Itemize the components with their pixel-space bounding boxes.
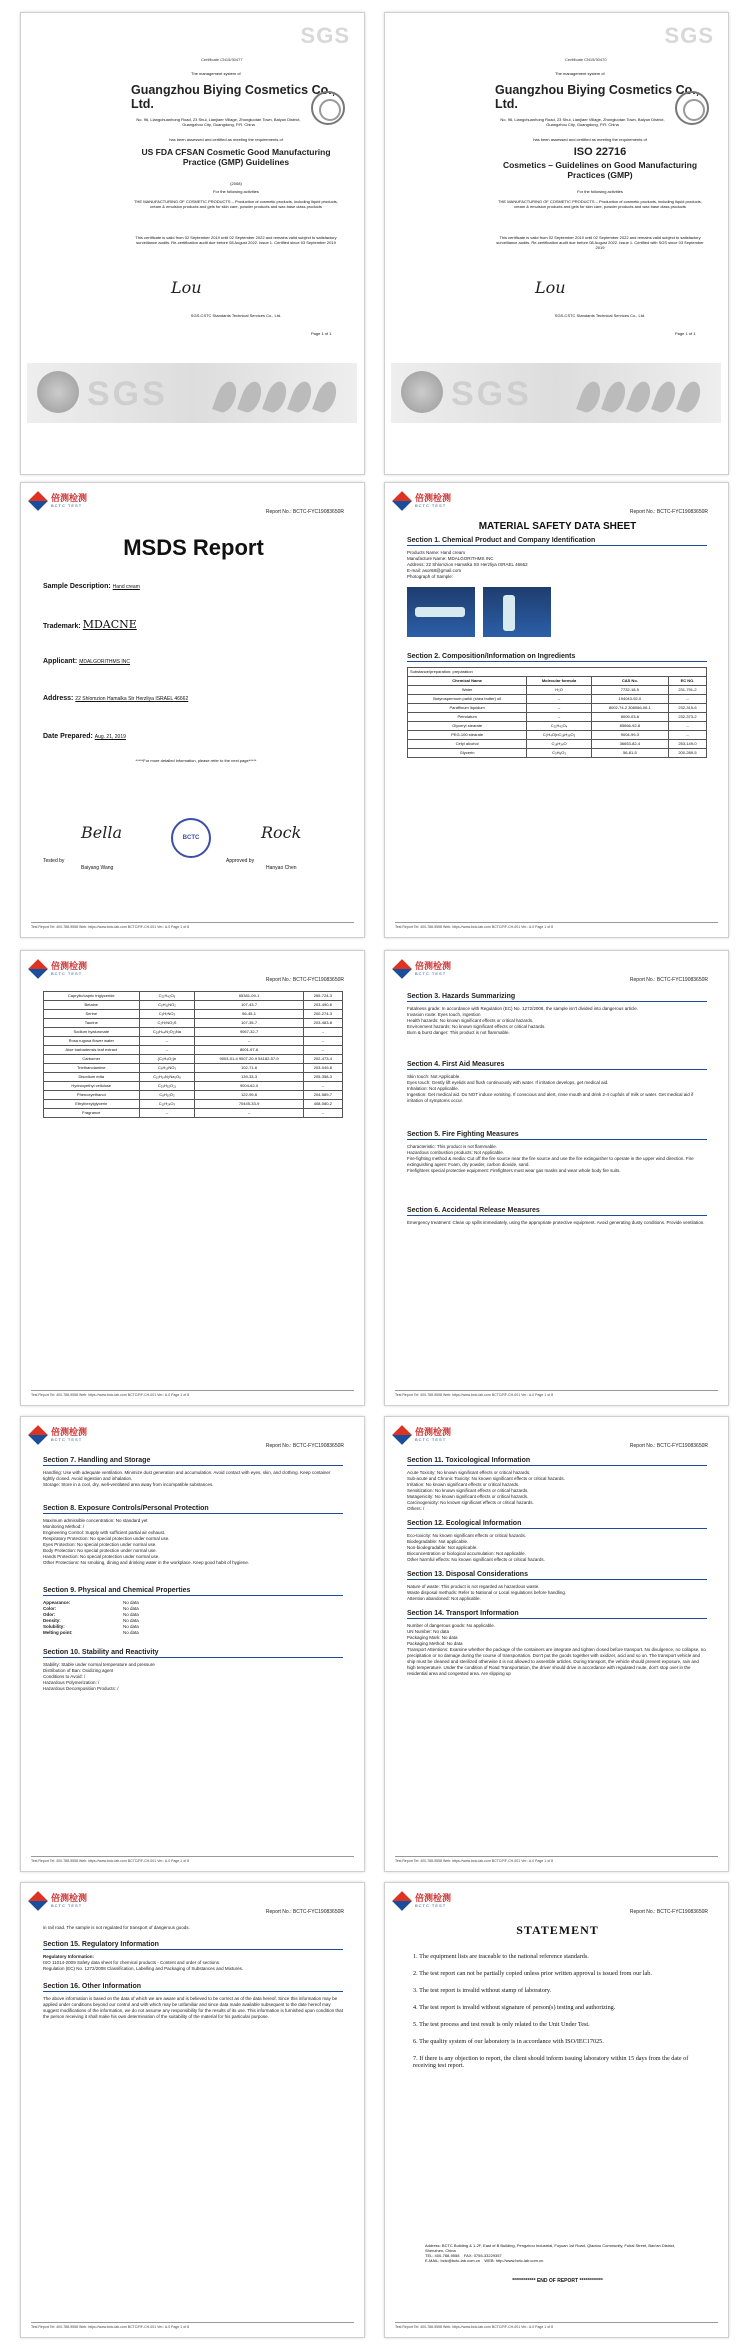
section-6-heading: Section 6. Accidental Release Measures xyxy=(407,1207,707,1216)
sgs-certificate-iso xyxy=(384,12,729,475)
section-12-text: Eco-toxicity: No known significant effects or critical hazards. Biodegradable: Not applicable. Non-biodegradable: Not applicable. Bioconcentration or biological accumulation: Not applicable. Other harmful effects: No known significant effects or critical hazards. xyxy=(407,1533,545,1562)
section-13-text: Nature of waste: This product is not regarded as hazardous waste. Waste disposal methods: Refer to National or Local regulations before handling. Attention abandoned: Not applicable. xyxy=(407,1584,567,1601)
table-row: PEG-100 stearate C₂H₄O)nC₁₈H₃₆O₂ 9004-99-3 -- xyxy=(408,731,707,740)
company-address: No. 96, Liangchuanhong Road, 23 Shui, Lianjiaer Village, Zhongluotan Town, Baiyun District, Guangzhou City, Guangdong, P.R. China xyxy=(136,117,301,127)
sample-label: Sample Description: xyxy=(43,583,111,590)
report-number: Report No.: BCTC-FYC19083650R xyxy=(629,509,708,515)
page-footer: Test Report Tel: 400-788-9558 Web: https://www.bctc-lab.com BCTC/RF-CH-001 Ver.: A.0 Page 1 of 8 xyxy=(31,1390,354,1397)
bctc-diamond-icon xyxy=(28,491,48,511)
bctc-logo xyxy=(31,493,87,508)
bctc-diamond-icon xyxy=(392,1425,412,1445)
approver-signature: Rock xyxy=(261,823,302,842)
list-item: 1. The equipment lists are traceable to the national reference standards. xyxy=(413,1953,589,1960)
scope-label: For the following activities xyxy=(577,189,623,194)
sample-photo-1 xyxy=(407,587,475,637)
lab-contact: Address: BCTC Building & 1-2F, East of B Building, Pengzhou Industrial, Fuyuan 1st Road, Qiaotou Community, Fuhai Street, Bao'an District, Shenzhen, China TEL: 400-788-9558 FAX: 0755-33229357 E-MAIL: bctc@bctc-lab.com.cn WEB: http://www.bctc-lab.com.cn xyxy=(425,2243,676,2263)
section-5-text: Characteristic: This product is not flammable. Hazardous combustion products: Not Applicable. Fire-fighting method & media: Cut off the fire source near the fire source and use the fire extinguisher to operate in the upper wind direction. Fire extinguishing agent: Foam, dry powder, carbon dioxide, sand. Firefighters special protective equipment: Firefighters must wear gas masks and wear whole body fire suits. xyxy=(407,1144,694,1173)
page-footer: Test Report Tel: 400-788-9558 Web: https://www.bctc-lab.com BCTC/RF-CH-001 Ver.: A.0 Page 1 of 8 xyxy=(395,922,718,929)
cert-note: The management system of xyxy=(191,71,241,76)
assessed-text: has been assessed and certified as meeting the requirements of xyxy=(533,137,647,142)
table-header: Molecular formula xyxy=(527,677,592,686)
company-address: No. 96, Liangchuanhong Road, 23 Shui, Lianjiaer Village, Zhongluotan Town, Baiyun District, Guangzhou City, Guangdong, P.R. China xyxy=(500,117,665,127)
bctc-en: BCTC TEST xyxy=(51,503,83,508)
msds-page-6 xyxy=(384,1416,729,1872)
bctc-cn: 倍测检测 xyxy=(415,961,452,971)
tester-signature: Bella xyxy=(81,823,122,842)
globe-icon xyxy=(401,371,443,413)
page-footer: Test Report Tel: 400-788-9558 Web: https://www.bctc-lab.com BCTC/RF-CH-001 Ver.: A.0 Page 1 of 8 xyxy=(31,922,354,929)
sgs-banner-logo: SGS xyxy=(87,375,168,413)
report-number: Report No.: BCTC-FYC19083650R xyxy=(629,1909,708,1915)
page-footer: Test Report Tel: 400-788-9558 Web: https://www.bctc-lab.com BCTC/RF-CH-001 Ver.: A.0 Page 1 of 8 xyxy=(31,2322,354,2329)
bctc-cn: 倍测检测 xyxy=(415,493,452,503)
page-number: Page 1 of 1 xyxy=(311,331,332,336)
bctc-logo xyxy=(395,1427,451,1442)
section-14-heading: Section 14. Transport Information xyxy=(407,1610,707,1619)
bctc-logo xyxy=(395,961,451,976)
table-row: Glyceryl stearate C₂₁H₄₂O₄ 85666-92-8 -- xyxy=(408,722,707,731)
applicant-value: MDALGORITHMS INC xyxy=(79,659,131,665)
table-row: Betaine C₅H₁₁NO₂ 107-43-7 203-490-6 xyxy=(44,1001,343,1010)
transport-continued: in rail road. The sample is not regulated for transport of dangerous goods. xyxy=(43,1925,190,1930)
report-number: Report No.: BCTC-FYC19083650R xyxy=(629,1443,708,1449)
table-row: Glycerin C₃H₈O₃ 56-81-5 200-289-5 xyxy=(408,749,707,758)
table-row: Rosa rugosa flower water -- -- -- xyxy=(44,1037,343,1046)
table-row: Carbomer (C₃H₄O₂)n 9003-01-4 9007-20-9 54182-57-9 202-473-4 xyxy=(44,1055,343,1064)
bctc-cn: 倍测检测 xyxy=(415,1893,452,1903)
msds-cover-page xyxy=(20,482,365,938)
section-8-text: Maximum admissible concentration: No standard yet Monitoring Method: / Engineering Control: Supply with sufficient partial air exhaust. Respiratory Protection: No special protection under normal use. Eyes Protection: No special protection under normal use. Body Protection: No special protection under normal use. Hands Protection: No special protection under normal use. Other Protections: No smoking, dining and drinking water in the workplace. Keep good habit of hygiene. xyxy=(43,1518,250,1565)
table-row: Triethanolamine C₆H₁₅NO₃ 102-71-6 203-049-8 xyxy=(44,1064,343,1073)
company-name: Guangzhou Biying Cosmetics Co., Ltd. xyxy=(131,83,336,111)
section-14-text: Number of dangerous goods: No applicable. UN Number: No data Packaging Mark: No data Packaging Method: No data Transport Attentions: Examine whether the package of the containers are integrate and tighten closed before transport. No divulgence, no collapse, no precipitation or no damage during the course of transportation. Don't put the goods together with oxidizer, acid and so on. The transport vehicle and ship must be cleaned and sterilized otherwise it is not allowed to assemble articles. During transport, the vehicle should prevent exposure, rain and high temperature. Under the condition of Road Transportation, the driver should drive in accordance with regulated route, don't stop over in the residential area and congested area. Are slipping up xyxy=(407,1623,706,1676)
bctc-cn: 倍测检测 xyxy=(51,493,88,503)
standard-year: (2008) xyxy=(230,181,242,186)
sample-photo-2 xyxy=(483,587,551,637)
section-16-heading: Section 16. Other Information xyxy=(43,1983,343,1992)
certified-standard: ISO 22716 xyxy=(573,146,627,158)
statement-title: STATEMENT xyxy=(516,1923,599,1937)
report-number: Report No.: BCTC-FYC19083650R xyxy=(265,977,344,983)
bctc-en: BCTC TEST xyxy=(51,971,83,976)
report-number: Report No.: BCTC-FYC19083650R xyxy=(629,977,708,983)
tested-by-label: Tested by xyxy=(43,858,65,864)
section-9-table: Appearance: No data Color: No data Odor: No data Density: No data Solubility: No data Melting point: No data xyxy=(43,1600,139,1635)
section-11-heading: Section 11. Toxicological Information xyxy=(407,1457,707,1466)
bctc-en: BCTC TEST xyxy=(51,1437,83,1442)
msds-page-2 xyxy=(384,482,729,938)
trademark-label: Trademark: xyxy=(43,623,81,630)
list-item: 3. The test report is invalid without stamp of laboratory. xyxy=(413,1987,552,1994)
bctc-logo xyxy=(31,1427,87,1442)
section-3-text: Fatalness grade: In accordance with Regulation (EC) No. 1272/2008, the sample isn't divided into dangerous article. Invasion route: Eyes touch, ingestion Health hazards: No known significant effects or critical hazards. Environment hazards: No known significant effects or critical hazards. Burn & burst danger: This product is not flammable. xyxy=(407,1006,638,1035)
section-15-text: Regulatory Information: ISO 11014-2009 Safety data sheet for chemical products - Content and order of sections. Regulation (EC) No. 1272/2008 Classification, Labelling and Packaging of Substances and Mixtures. xyxy=(43,1954,244,1971)
page-number: Page 1 of 1 xyxy=(675,331,696,336)
section-5-heading: Section 5. Fire Fighting Measures xyxy=(407,1131,707,1140)
issuer: SGS-CSTC Standards Technical Services Co., Ltd. xyxy=(554,313,646,318)
list-item: 7. If there is any objection to report, the client should inform issuing laboratory within 15 days from the date of receiving test report. xyxy=(413,2055,689,2069)
end-of-report: ************ END OF REPORT ************ xyxy=(512,2278,603,2284)
tester-name: Baiyang Wang xyxy=(81,865,114,871)
ingredients-table-continued xyxy=(43,991,343,1118)
applicant-label: Applicant: xyxy=(43,658,78,665)
msds-page-3 xyxy=(20,950,365,1406)
bctc-diamond-icon xyxy=(392,1891,412,1911)
section-7-text: Handling: Use with adequate ventilation. Minimize dust generation and accumulation. Avoid contact with eyes, skin, and clothing. Keep container tightly closed. Avoid ingestion and inhalation. Storage: Store in a cool, dry, well-ventilated area away from incompatible substances. xyxy=(43,1470,331,1487)
table-row: Caprylic/capric triglyceride C₂₁H₄₂O₆ 65381-09-1 265-724-3 xyxy=(44,992,343,1001)
report-number: Report No.: BCTC-FYC19083650R xyxy=(265,1909,344,1915)
table-row: Sodium hyaluronate C₂₈H₄₄N₂O₂₃Na 9067-32-7 -- xyxy=(44,1028,343,1037)
scope-label: For the following activities xyxy=(213,189,259,194)
bctc-diamond-icon xyxy=(392,959,412,979)
date-value: Aug. 21, 2019 xyxy=(94,734,126,740)
lab-stamp: BCTC xyxy=(171,818,211,858)
section-4-text: Skin touch: Not Applicable. Eyes touch: Gently lift eyelids and flush continuously with water. If irritation develops, get medical aid. Inhalation: Not Applicable. Ingestion: Get medical aid. Do NOT induce vomiting. If conscious and alert, rinse mouth and drink 2-4 cupfuls of milk or water. Get medical aid if irritation of symptoms occur. xyxy=(407,1074,694,1103)
table-header: EC NO. xyxy=(668,677,706,686)
address-label: Address: xyxy=(43,695,74,702)
more-info-note: *****For more detailed information, please refer to the next page***** xyxy=(135,758,257,763)
table-row: Disodium edta C₁₀H₁₄N₂Na₂O₈ 139-33-3 205-358-3 xyxy=(44,1073,343,1082)
msds-page-4 xyxy=(384,950,729,1406)
section-1-text: Products Name: Hand cream Manufacture Name: MDALGORITHMS INC Address: 22 Shlomzion Hamalka Str Herzliya ISRAEL 46662 E-mail: asor68@gmail.com Photograph of Sample: xyxy=(407,550,528,579)
section-4-heading: Section 4. First Aid Measures xyxy=(407,1061,707,1070)
bctc-en: BCTC TEST xyxy=(415,971,447,976)
page-footer: Test Report Tel: 400-788-9558 Web: https://www.bctc-lab.com BCTC/RF-CH-001 Ver.: A.0 Page 1 of 8 xyxy=(31,1856,354,1863)
ingredients-table xyxy=(407,667,707,758)
page-footer: Test Report Tel: 400-788-9558 Web: https://www.bctc-lab.com BCTC/RF-CH-001 Ver.: A.0 Page 1 of 8 xyxy=(395,1390,718,1397)
section-3-heading: Section 3. Hazards Summarizing xyxy=(407,993,707,1002)
section-1-heading: Section 1. Chemical Product and Company Identification xyxy=(407,537,707,546)
list-item: 5. The test process and test result is only related to the Unit Under Test. xyxy=(413,2021,590,2028)
certificate-number: Certificate CN15/30470 xyxy=(565,57,607,62)
certificate-number: Certificate CN15/30477 xyxy=(201,57,243,62)
table-row: Hydroxyethyl cellulose C₂₉H₅₂O₂₁ 9004-62-0 -- xyxy=(44,1082,343,1091)
table-row: Aloe barbadensis leaf extract -- 8001-97-6 -- xyxy=(44,1046,343,1055)
list-item: 6. The quality system of our laboratory is in accordance with ISO/IEC17025. xyxy=(413,2038,604,2045)
bctc-diamond-icon xyxy=(28,1425,48,1445)
validity-text: This certificate is valid from 02 September 2019 until 02 September 2022 and remains valid subject to satisfactory surveillance audits. Re-certification audit due before 08 August 2022. Issue 1. Certified since 03 September 2019 xyxy=(135,235,337,245)
table-row: Water H₂O 7732-18-5 231-791-2 xyxy=(408,686,707,695)
table-row: Butyrospermum parkii (shea butter) oil -- 194043-92-0 -- xyxy=(408,695,707,704)
sgs-logo: SGS xyxy=(664,23,714,48)
section-10-text: Stability: Stable under normal temperature and pressure Distribution of Ban: Oxidizing agent Conditions to Avoid: / Hazardous Polymerization: / Hazardous Decomposition Products: / xyxy=(43,1662,155,1691)
globe-icon xyxy=(37,371,79,413)
table-row: Phenoxyethanol C₈H₁₀O₂ 122-99-6 204-589-7 xyxy=(44,1091,343,1100)
bctc-diamond-icon xyxy=(28,1891,48,1911)
table-row: Fragrance -- -- -- xyxy=(44,1109,343,1118)
bctc-diamond-icon xyxy=(392,491,412,511)
cert-note: The management system of xyxy=(555,71,605,76)
page-footer: Test Report Tel: 400-788-9558 Web: https://www.bctc-lab.com BCTC/RF-CH-001 Ver.: A.0 Page 1 of 8 xyxy=(395,1856,718,1863)
scope-text: THE MANUFACTURING OF COSMETIC PRODUCTS – Production of cosmetic products, including liquid products, cream & emulsion products and gels for skin care, powder products and wax base class products xyxy=(134,199,338,209)
signature: Lou xyxy=(535,278,566,297)
signature: Lou xyxy=(171,278,202,297)
section-6-text: Emergency treatment: Clean up spills immediately, using the appropriate protective equipment. Avoid generating dusty conditions. Provide ventilation. xyxy=(407,1220,705,1225)
bctc-logo xyxy=(31,1893,87,1908)
scope-text: THE MANUFACTURING OF COSMETIC PRODUCTS – Production of cosmetic products, including liquid products, cream & emulsion products and gels for skin care, powder products and wax base class products xyxy=(498,199,702,209)
table-row: Paraffinum liquidum -- 8002-74-2 308066-06-1 232-315-6 xyxy=(408,704,707,713)
sgs-logo: SGS xyxy=(300,23,350,48)
table-row: Cetyl alcohol C₁₆H₃₄O 36653-82-4 253-149-0 xyxy=(408,740,707,749)
table-caption: Substance/preparation: preparation xyxy=(408,668,707,677)
table-row: Petrolatum -- 8009-03-8 232-373-2 xyxy=(408,713,707,722)
bctc-en: BCTC TEST xyxy=(415,1437,447,1442)
sgs-seal-icon xyxy=(675,91,709,125)
statement-list xyxy=(413,1953,703,2079)
bctc-en: BCTC TEST xyxy=(415,1903,447,1908)
issuer: SGS-CSTC Standards Technical Services Co., Ltd. xyxy=(190,313,282,318)
approver-name: Hanyao Chen xyxy=(266,865,297,871)
report-title: MSDS Report xyxy=(123,535,264,560)
msds-page-5 xyxy=(20,1416,365,1872)
assessed-text: has been assessed and certified as meeting the requirements of xyxy=(169,137,283,142)
section-8-heading: Section 8. Exposure Controls/Personal Protection xyxy=(43,1505,343,1514)
table-header: Chemical Name xyxy=(408,677,527,686)
list-item: 2. The test report can not be partially copied unless prior written approval is issued from our lab. xyxy=(413,1970,652,1977)
report-number: Report No.: BCTC-FYC19083650R xyxy=(265,1443,344,1449)
approved-by-label: Approved by xyxy=(226,858,255,864)
bctc-cn: 倍测检测 xyxy=(51,1893,88,1903)
section-11-text: Acute Toxicity: No known significant effects or critical hazards. Sub-acute and Chronic Toxicity: No known significant effects or critical hazards. Irritation: No known significant effects or critical hazards. Sensitization: No known significant effects or critical hazards. Mutagenicity: No known significant effects or critical hazards. Carcinogenicity: No known significant effects or critical hazards. Others: / xyxy=(407,1470,565,1511)
company-name: Guangzhou Biying Cosmetics Co., Ltd. xyxy=(495,83,700,111)
sgs-seal-icon xyxy=(311,91,345,125)
msds-title: MATERIAL SAFETY DATA SHEET xyxy=(478,521,637,532)
statement-page xyxy=(384,1882,729,2338)
section-2-heading: Section 2. Composition/Information on Ingredients xyxy=(407,653,707,662)
bctc-cn: 倍测检测 xyxy=(51,961,88,971)
validity-text: This certificate is valid from 02 September 2019 until 02 September 2022 and remains valid subject to satisfactory surveillance audits. Re-certification audit due before 08 August 2022. Issue 1. Certified with SGS since 03 September 2019 xyxy=(496,235,704,250)
list-item: 4. The test report is invalid without signature of person(s) testing and authorizing. xyxy=(413,2004,616,2011)
bctc-en: BCTC TEST xyxy=(51,1903,83,1908)
bctc-logo xyxy=(395,1893,451,1908)
standard-title: Cosmetics – Guidelines on Good Manufacturing Practices (GMP) xyxy=(502,160,698,180)
bctc-cn: 倍测检测 xyxy=(415,1427,452,1437)
sgs-banner xyxy=(27,363,357,423)
sample-value: Hand cream xyxy=(112,584,140,590)
section-9-heading: Section 9. Physical and Chemical Properties xyxy=(43,1587,343,1596)
bctc-cn: 倍测检测 xyxy=(51,1427,88,1437)
address-value: 22 Shlomzion Hamalka Str Herzliya ISRAEL 46662 xyxy=(75,696,189,702)
section-15-heading: Section 15. Regulatory Information xyxy=(43,1941,343,1950)
section-10-heading: Section 10. Stability and Reactivity xyxy=(43,1649,343,1658)
report-number: Report No.: BCTC-FYC19083650R xyxy=(265,509,344,515)
bctc-logo xyxy=(395,493,451,508)
section-13-heading: Section 13. Disposal Considerations xyxy=(407,1571,707,1580)
table-row: Serine C₃H₇NO₃ 56-45-1 200-274-3 xyxy=(44,1010,343,1019)
section-16-text: The above information is based on the data of which we are aware and is believed to be correct as of the data hereof. Since this information may be applied under conditions beyond our control and with which may be unfamiliar and since data made available subsequent to the date hereof may suggest modifications of the information, we do not assume any responsibility for the results of its use. This information is furnished upon condition that the person receiving it shall make his own determination of the suitability of the material for his particular purpose. xyxy=(43,1996,343,2019)
certified-standard: US FDA CFSAN Cosmetic Good Manufacturing Practice (GMP) Guidelines xyxy=(141,147,331,167)
trademark-value: MDACNE xyxy=(82,618,137,631)
sgs-banner xyxy=(391,363,721,423)
msds-page-7 xyxy=(20,1882,365,2338)
sgs-banner-logo: SGS xyxy=(451,375,532,413)
sgs-certificate-fda xyxy=(20,12,365,475)
table-header: CAS No. xyxy=(591,677,668,686)
bctc-en: BCTC TEST xyxy=(415,503,447,508)
table-row: Ethylhexylglycerin C₁₁H₂₄O₃ 70445-33-9 408-080-2 xyxy=(44,1100,343,1109)
table-row: Taurine C₂H₇NO₃S 107-35-7 203-483-8 xyxy=(44,1019,343,1028)
page-footer: Test Report Tel: 400-788-9558 Web: https://www.bctc-lab.com BCTC/RF-CH-001 Ver.: A.0 Page 1 of 8 xyxy=(395,2322,718,2329)
section-12-heading: Section 12. Ecological Information xyxy=(407,1520,707,1529)
bctc-logo xyxy=(31,961,87,976)
date-label: Date Prepared: xyxy=(43,733,93,740)
section-7-heading: Section 7. Handling and Storage xyxy=(43,1457,343,1466)
bctc-diamond-icon xyxy=(28,959,48,979)
